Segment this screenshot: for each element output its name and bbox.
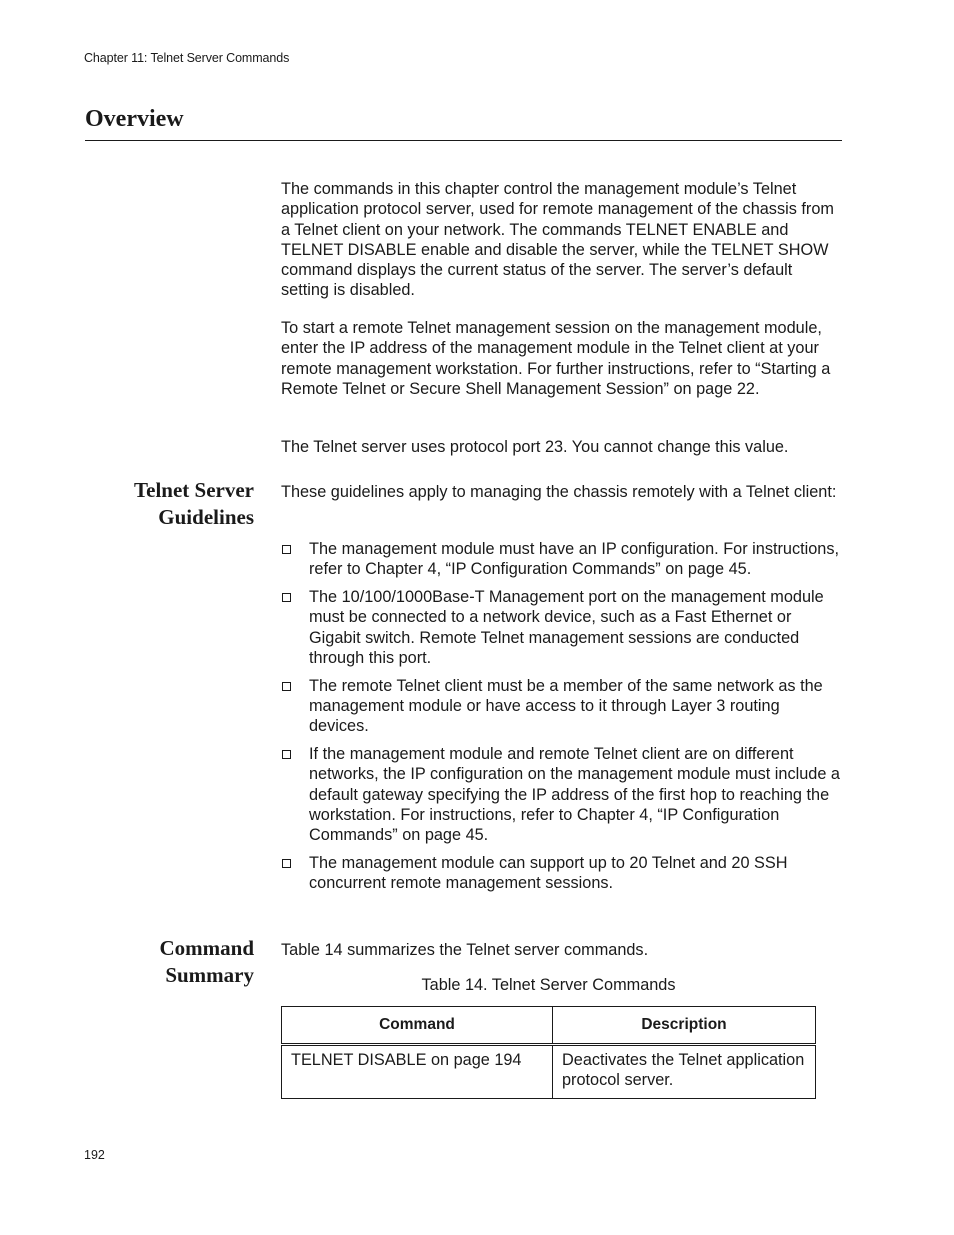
list-item-text: The management module must have an IP configuration. For instructions, refer to Chapter 4, “IP Configuration Commands” on page 45. — [309, 540, 840, 579]
table-cell-command: TELNET DISABLE on page 194 — [282, 1045, 553, 1099]
list-item — [281, 676, 841, 737]
page-title: Overview — [85, 106, 184, 132]
command-summary-intro: Table 14 summarizes the Telnet server commands. — [281, 941, 649, 959]
overview-paragraph-2: To start a remote Telnet management session on the management module, enter the IP address of the management module in the Telnet client at your remote management workstation. For further instructions, refer to “Starting a Remote Telnet or Secure Shell Management Session” on page 22. — [281, 319, 831, 398]
column-header-command: Command — [282, 1007, 553, 1045]
column-header-description: Description — [553, 1007, 816, 1045]
command-summary-heading — [54, 935, 254, 988]
list-item — [281, 744, 841, 845]
list-item-text: The 10/100/1000Base-T Management port on the management module must be connected to a network device, such as a Fast Ethernet or Gigabit switch. Remote Telnet management sessions are conducted through this port. — [309, 588, 824, 667]
guidelines-list — [281, 539, 841, 901]
table-row — [282, 1045, 816, 1099]
overview-paragraph-3: The Telnet server uses protocol port 23. You cannot change this value. — [281, 438, 789, 456]
guidelines-heading-line1: Telnet Server — [134, 478, 254, 502]
checkbox-bullet-icon — [282, 750, 291, 759]
table-caption: Table 14. Telnet Server Commands — [421, 976, 676, 994]
guidelines-heading — [54, 477, 254, 530]
list-item-text: The remote Telnet client must be a member of the same network as the management module or have access to it through Layer 3 routing devices. — [309, 676, 823, 736]
table-cell-description: Deactivates the Telnet application protocol server. — [553, 1045, 816, 1099]
checkbox-bullet-icon — [282, 682, 291, 691]
checkbox-bullet-icon — [282, 545, 291, 554]
guidelines-heading-line2: Guidelines — [158, 504, 254, 529]
list-item-text: The management module can support up to 20 Telnet and 20 SSH concurrent remote management sessions. — [309, 854, 788, 893]
table-header-row — [282, 1007, 816, 1045]
checkbox-bullet-icon — [282, 593, 291, 602]
list-item — [281, 587, 841, 668]
command-summary-heading-line1: Command — [159, 936, 254, 960]
checkbox-bullet-icon — [282, 859, 291, 868]
page-number: 192 — [84, 1148, 105, 1162]
command-summary-heading-line2: Summary — [165, 962, 254, 987]
command-table — [281, 1006, 816, 1099]
guidelines-intro: These guidelines apply to managing the chassis remotely with a Telnet client: — [281, 483, 837, 501]
running-header: Chapter 11: Telnet Server Commands — [84, 51, 290, 65]
list-item — [281, 853, 841, 894]
list-item — [281, 539, 841, 580]
list-item-text: If the management module and remote Telnet client are on different networks, the IP configuration on the management module must include a default gateway specifying the IP address of the first hop to reaching the workstation. For instructions, refer to Chapter 4, “IP Configuration Commands” on page 45. — [309, 745, 840, 845]
overview-paragraph-1: The commands in this chapter control the management module’s Telnet application protocol server, used for remote management of the chassis from a Telnet client on your network. The commands TELNET ENABLE and TELNET DISABLE enable and disable the server, while the TELNET SHOW command displays the current status of the server. The server’s default setting is disabled. — [281, 180, 834, 300]
title-rule — [85, 140, 842, 141]
